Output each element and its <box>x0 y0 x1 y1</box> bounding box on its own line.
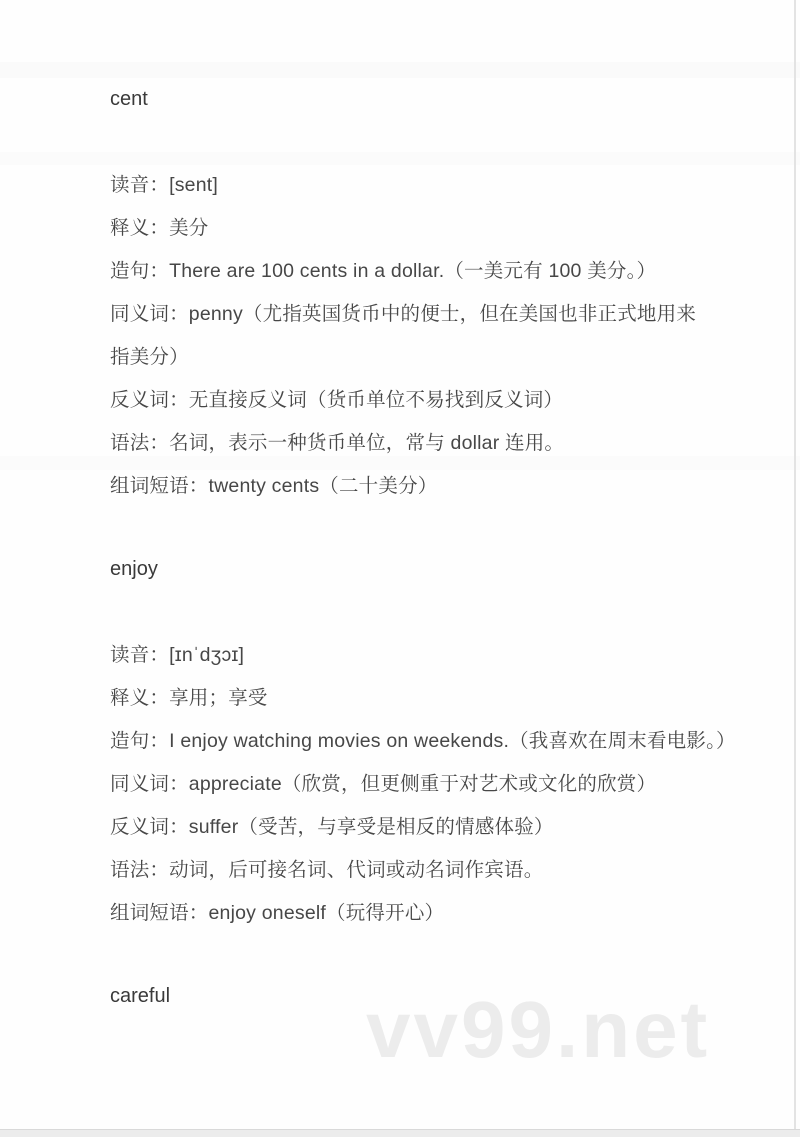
entry-lines <box>110 164 750 508</box>
page-edge <box>794 0 796 1130</box>
entry-line: 语法：动词，后可接名词、代词或动名词作宾语。 <box>110 859 544 881</box>
entry-enjoy <box>110 548 750 935</box>
entry-line: 释义：享用；享受 <box>110 687 268 709</box>
watermark: vv99.net <box>366 985 711 1074</box>
entry-line: 读音：[sent] <box>110 174 218 196</box>
entry-line: 造句：I enjoy watching movies on weekends.（我喜欢在周末看电影。） <box>110 730 736 752</box>
entry-careful <box>110 975 750 1018</box>
vocabulary-content <box>110 78 750 1061</box>
entry-word: careful <box>110 985 171 1007</box>
scan-artifact-band <box>0 62 800 78</box>
entry-lines <box>110 634 750 935</box>
entry-line: 同义词：penny（尤指英国货币中的便士，但在美国也非正式地用来 <box>110 303 697 325</box>
entry-line: 反义词：无直接反义词（货币单位不易找到反义词） <box>110 389 564 411</box>
page-bottom-gap <box>0 1129 800 1137</box>
entry-line: 读音：[ɪnˈdʒɔɪ] <box>110 644 245 666</box>
entry-word: enjoy <box>110 558 158 580</box>
entry-cent <box>110 78 750 508</box>
entry-word: cent <box>110 88 148 110</box>
entry-line: 同义词：appreciate（欣赏，但更侧重于对艺术或文化的欣赏） <box>110 773 657 795</box>
entry-line: 组词短语：enjoy oneself（玩得开心） <box>110 902 445 924</box>
entry-line: 语法：名词，表示一种货币单位，常与 dollar 连用。 <box>110 432 565 454</box>
entry-line: 指美分） <box>110 346 189 368</box>
entry-line: 释义：美分 <box>110 217 209 239</box>
entry-line: 组词短语：twenty cents（二十美分） <box>110 475 438 497</box>
entry-line: 反义词：suffer（受苦，与享受是相反的情感体验） <box>110 816 554 838</box>
entry-line: 造句：There are 100 cents in a dollar.（一美元有 100 美分。） <box>110 260 657 282</box>
